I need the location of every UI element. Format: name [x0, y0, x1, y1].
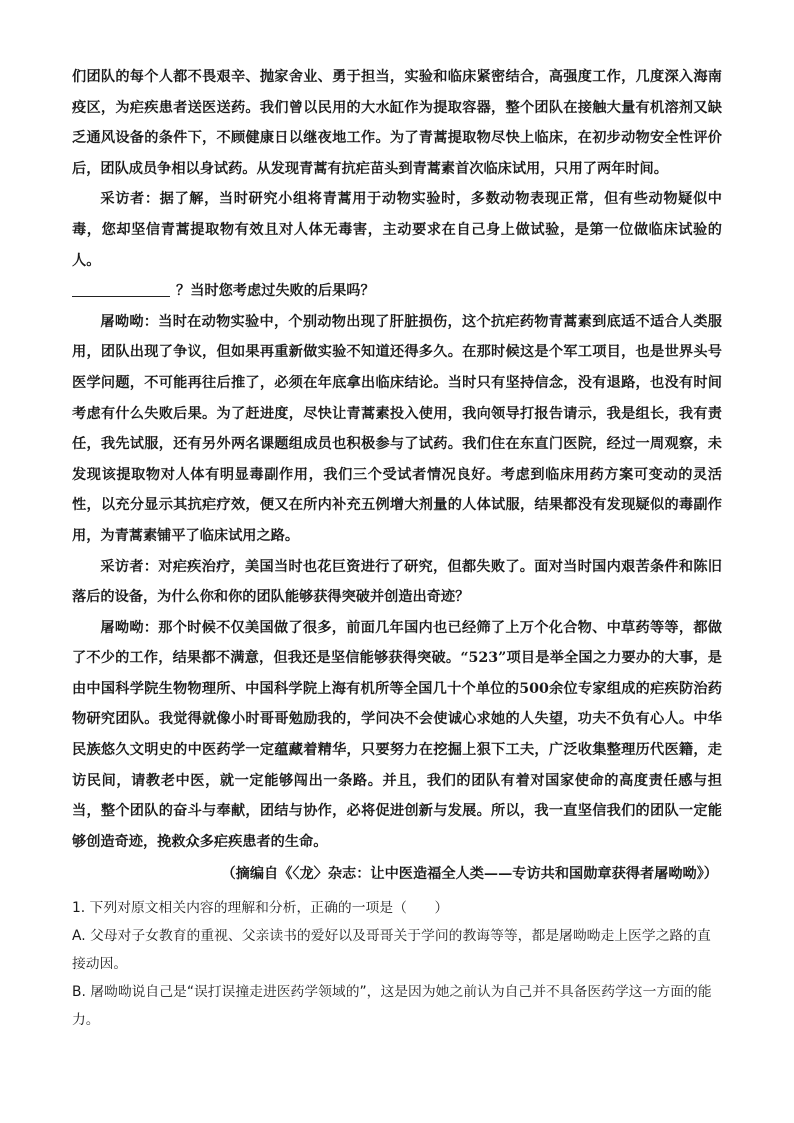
question-text: 对疟疾治疗，美国当时也花巨资进行了研究，但都失败了。面对当时国内艰苦条件和陈旧落后的设备，为什么你和你的团队能够获得突破并创造出奇迹？ — [72, 558, 722, 606]
article-paragraph-continued: 们团队的每个人都不畏艰辛、抛家舍业、勇于担当，实验和临床紧密结合，高强度工作，几度深入海南疫区，为疟疾患者送医送药。我们曾以民用的大水缸作为提取容器，整个团队在接触大量有机溶剂又缺乏通风设备的条件下，不顾健康日以继夜地工作。为了青蒿提取物尽快上临床，在初步动物安全性评价后，团队成员争相以身试药。从发现青蒿有抗疟苗头到青蒿素首次临床试用，只用了两年时间。 — [72, 69, 722, 177]
option-b: B. 屠呦呦说自己是“误打误撞走进医药学领域的”，这是因为她之前认为自己并不具备医药学这一方面的能力。 — [72, 984, 712, 1029]
speaker-label: 屠呦呦： — [100, 619, 159, 636]
answer-text: 当时在动物实验中，个别动物出现了肝脏损伤，这个抗疟药物青蒿素到底适不适合人类服用，团队出现了争议，但如果再重新做实验不知道还得多久。在那时候这是个军工项目，也是世界头号医学问题，不可能再往后推了，必须在年底拿出临床结论。当时只有坚持信念，没有退路，也没有时间考虑有什么失败后果。为了赶进度，尽快让青蒿素投入使用，我向领导打报告请示，我是组长，我有责任，我先试服，还有另外两名课题组成员也积极参与了试药。我们住在东直门医院，经过一周观察，未发现该提取物对人体有明显毒副作用，我们三个受试者情况良好。考虑到临床用药方案可变动的灵活性，以充分显示其抗疟疗效，便又在所内补充五例增大剂量的人体试服，结果都没有发现疑似的毒副作用，为青蒿素铺平了临床试用之路。 — [72, 313, 722, 544]
interviewer-question-1 — [72, 184, 722, 276]
interviewer-question-2 — [72, 552, 722, 613]
source-citation: （摘编自《〈龙〉杂志：让中医造福全人类——专访共和国勋章获得者屠呦呦》） — [221, 866, 718, 883]
answer-blank — [72, 278, 170, 297]
question-text: 据了解，当时研究小组将青蒿用于动物实验时，多数动物表现正常，但有些动物疑似中毒，您却坚信青蒿提取物有效且对人体无毒害，主动要求在自己身上做试验，是第一位做临床试验的人。 — [72, 191, 722, 269]
tu-answer-2 — [72, 613, 722, 858]
question-section — [72, 894, 722, 1034]
speaker-label: 采访者： — [100, 558, 159, 575]
question-stem: 1. 下列对原文相关内容的理解和分析，正确的一项是（ ） — [72, 900, 449, 917]
tu-answer-1 — [72, 307, 722, 552]
article-body — [72, 62, 722, 890]
question-tail: ？当时您考虑过失败的后果吗？ — [176, 283, 375, 300]
speaker-label: 屠呦呦： — [100, 313, 159, 330]
option-a: A. 父母对子女教育的重视、父亲读书的爱好以及哥哥关于学问的教诲等等，都是屠呦呦走上医学之路的直接动因。 — [72, 928, 711, 973]
answer-text: 那个时候不仅美国做了很多，前面几年国内也已经筛了上万个化合物、中草药等等，都做了不少的工作，结果都不满意，但我还是坚信能够获得突破。“523”项目是举全国之力要办的大事，是由中国科学院生物物理所、中国科学院上海有机所等全国几十个单位的500余位专家组成的疟疾防治药物研究团队。我觉得就像小时哥哥勉励我的，学问决不会使诚心求她的人失望，功夫不负有心人。中华民族悠久文明史的中医药学一定蕴藏着精华，只要努力在挖掘上狠下工夫，广泛收集整理历代医籍，走访民间，请教老中医，就一定能够闯出一条路。并且，我们的团队有着对国家使命的高度责任感与担当，整个团队的奋斗与奉献，团结与协作，必将促进创新与发展。所以，我一直坚信我们的团队一定能够创造奇迹，挽救众多疟疾患者的生命。 — [72, 619, 722, 850]
fill-in-line — [72, 276, 722, 307]
speaker-label: 采访者： — [100, 191, 160, 208]
